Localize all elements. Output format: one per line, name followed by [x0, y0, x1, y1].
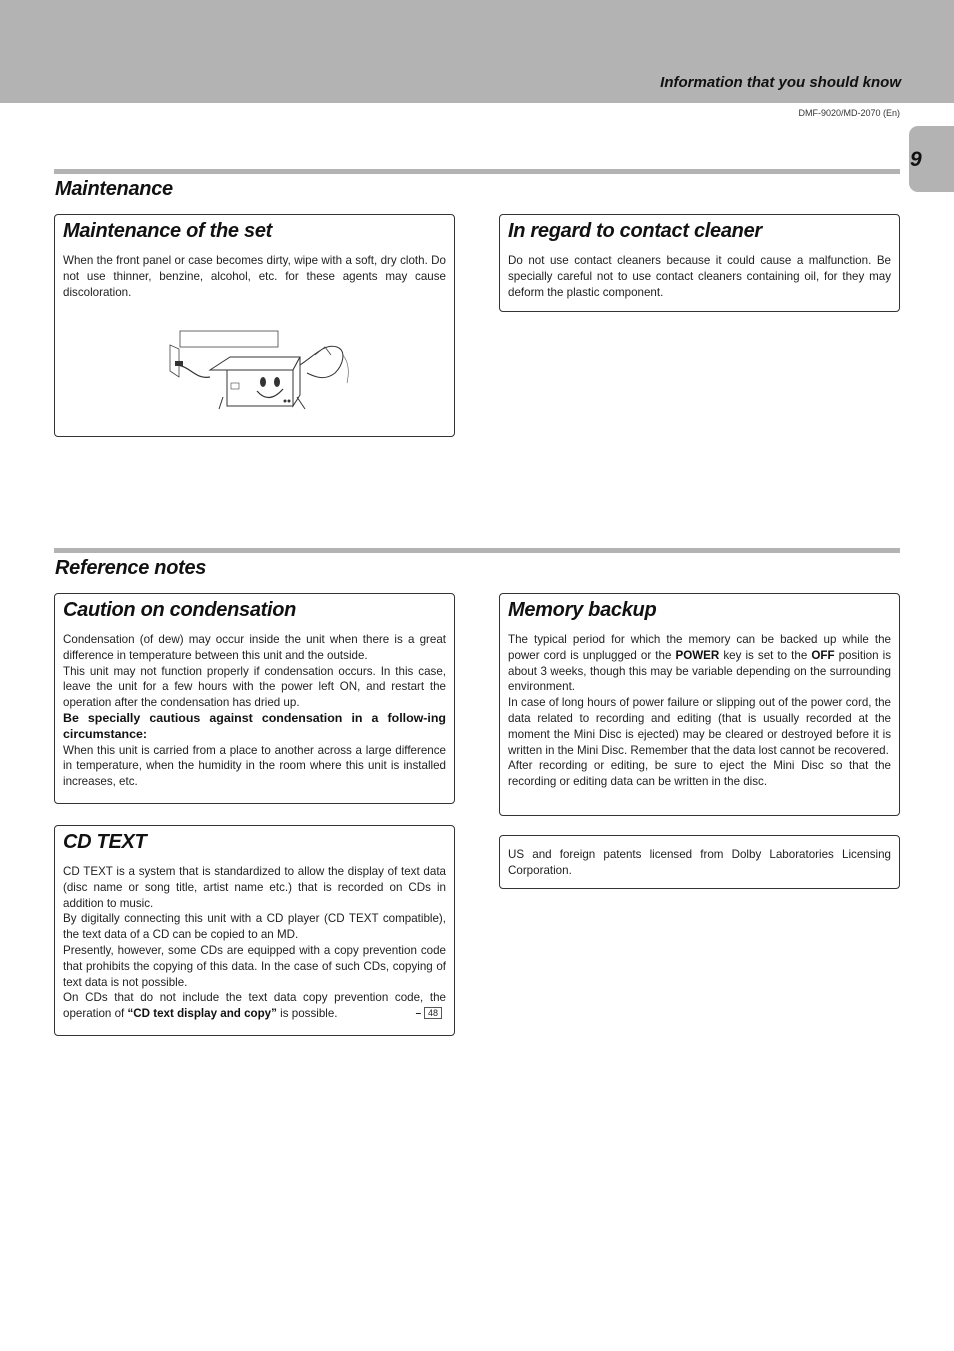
memory-backup-text-3: After recording or editing, be sure to eject the Mini Disc so that the recording or editing data can be written in the disc.: [508, 759, 891, 789]
header-title: Information that you should know: [660, 74, 901, 91]
cd-text-text-3: Presently, however, some CDs are equipped with a copy prevention code that prohibits the copying of this data. In the case of such CDs, copying of text data is not possible.: [63, 943, 446, 989]
model-number: DMF-9020/MD-2070 (En): [798, 108, 900, 118]
contact-cleaner-box: [499, 214, 900, 312]
memory-backup-text-2: In case of long hours of power failure or slipping out of the power cord, the data related to recording and editing (that is usually recorded at the moment the Mini Disc is ejected) may be cleared or destroyed before it is written in the Mini Disc. Remember that the data lost cannot be recovered.: [508, 696, 891, 757]
condensation-text-4: When this unit is carried from a place to another across a large difference in temperature, when the humidity in the room where this unit is installed increases, etc.: [63, 743, 446, 789]
condensation-text-2: This unit may not function properly if condensation occurs. In this case, leave the unit for a few hours with the power left ON, and restart the operation after the condensation has dried up.: [63, 664, 446, 710]
memory-backup-title: Memory backup: [508, 599, 657, 621]
reference-arrow-icon: –: [415, 1008, 422, 1020]
page-number: 9: [910, 148, 922, 171]
condensation-text-3: Be specially cautious against condensation in a follow-ing circumstance:: [63, 710, 446, 741]
memory-text-1c: position is about 3 weeks, though this may be variable depending on the surrounding environment.: [508, 648, 892, 694]
memory-text-1b: key is set to the: [719, 648, 812, 662]
reference-page-number: 48: [424, 1007, 442, 1019]
reference-rule: [54, 548, 900, 553]
cd-text-title: CD TEXT: [63, 831, 147, 853]
maintenance-set-text: When the front panel or case becomes dirty, wipe with a soft, dry cloth. Do not use thinner, benzine, alcohol, etc. for these agents may cause discoloration.: [63, 254, 446, 299]
condensation-box: [54, 593, 455, 804]
maintenance-rule: [54, 169, 900, 174]
cd-text-display-copy-label: “CD text display and copy”: [127, 1007, 277, 1021]
cd-text-text-1: CD TEXT is a system that is standardized to allow the display of text data (disc name or song title, artist name etc.) that is recorded on CDs in addition to music.: [63, 865, 446, 910]
cd-text-4b: is possible.: [276, 1007, 338, 1021]
maintenance-title: Maintenance: [55, 178, 173, 200]
memory-backup-box: [499, 593, 900, 816]
power-key-label: POWER: [675, 648, 720, 662]
cd-text-box: [54, 825, 455, 1036]
off-position-label: OFF: [811, 648, 835, 662]
condensation-text-1: Condensation (of dew) may occur inside the unit when there is a great difference in temperature between this unit and the outside.: [63, 633, 446, 662]
maintenance-set-title: Maintenance of the set: [63, 220, 272, 242]
cd-text-4a: On CDs that do not include the text data copy prevention code, the operation of: [63, 991, 446, 1021]
condensation-title: Caution on condensation: [63, 599, 297, 621]
dolby-text: US and foreign patents licensed from Dolby Laboratories Licensing Corporation.: [508, 848, 891, 877]
contact-cleaner-title: In regard to contact cleaner: [508, 220, 762, 242]
cd-text-text-4: [63, 990, 446, 1022]
dolby-box: [499, 835, 900, 889]
memory-text-1a: The typical period for which the memory can be backed up while the power cord is unplugged or the: [508, 633, 891, 662]
maintenance-set-box: [54, 214, 455, 437]
page-reference: [416, 1006, 442, 1022]
cd-text-text-2: By digitally connecting this unit with a CD player (CD TEXT compatible), the text data of a CD can be copied to an MD.: [63, 912, 446, 942]
cleaning-illustration: [165, 325, 355, 410]
contact-cleaner-text: Do not use contact cleaners because it could cause a malfunction. Be specially careful not to use contact cleaners containing oil, for they may deform the plastic component.: [508, 254, 891, 299]
memory-backup-text-1: [508, 632, 891, 695]
reference-title: Reference notes: [55, 557, 207, 579]
